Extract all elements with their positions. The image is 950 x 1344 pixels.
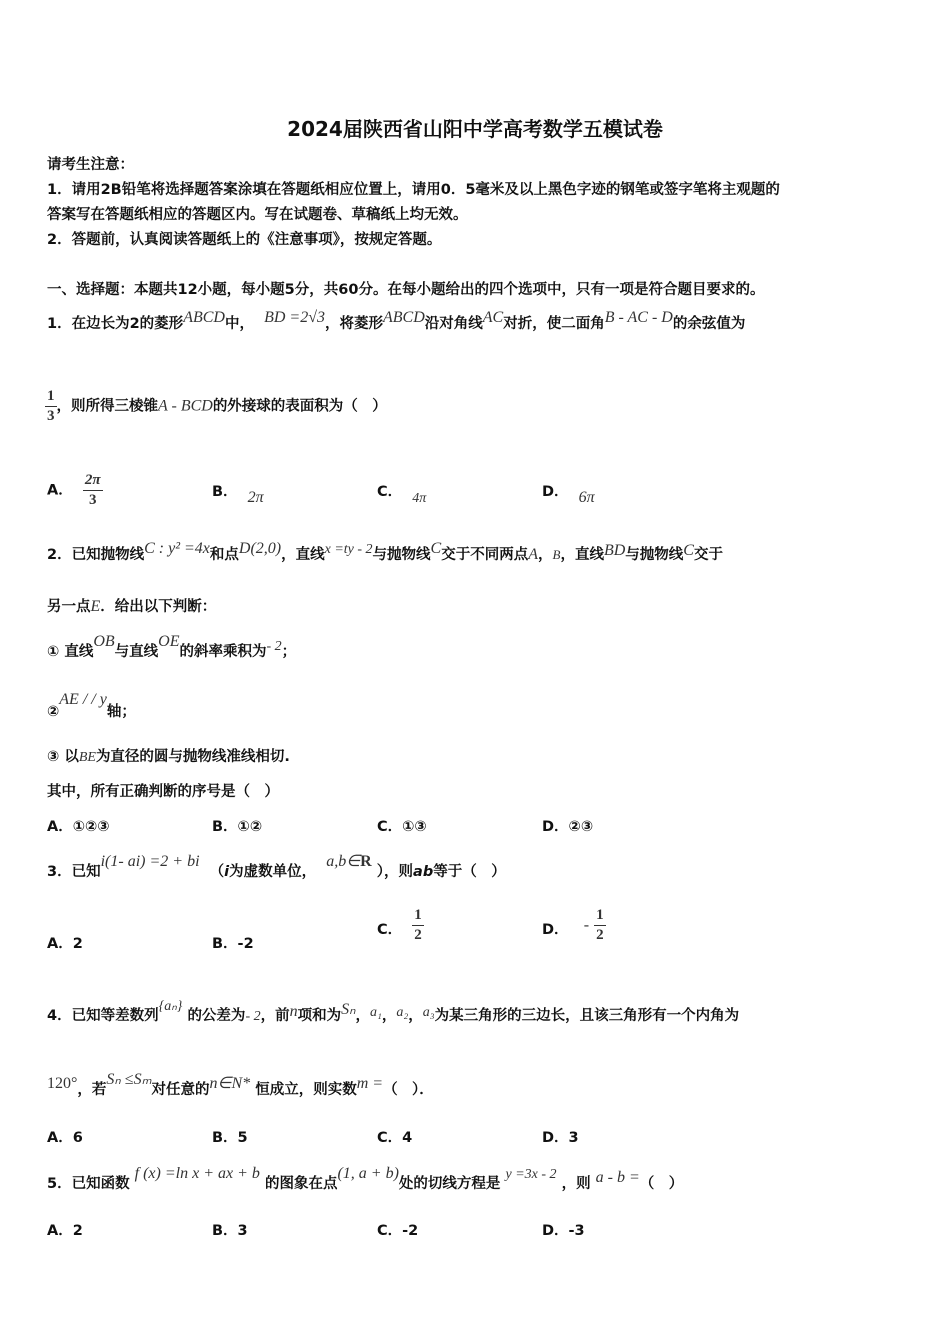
q1-option-d[interactable]: D． 6π xyxy=(542,484,595,506)
q3-option-a[interactable]: A．2 xyxy=(47,936,83,952)
notice-line-1b: 答案写在答题纸相应的答题区内。写在试题卷、草稿纸上均无效。 xyxy=(47,207,468,223)
q2-math: D(2,0) xyxy=(238,540,282,557)
q4-stem-line1: 4．已知等差数列{aₙ} 的公差为- 2，前n项和为Sₙ，a₁，a₂，a₃为某三角形的三边长，且该三角形有一个内角为 xyxy=(47,999,740,1024)
q3-option-d-fraction: $\frac{1}{2}$ xyxy=(596,907,604,943)
q1-math: BD =2√3 xyxy=(264,309,325,326)
q1-text: 对折，使二面角 xyxy=(503,316,605,332)
q1-math: ABCD xyxy=(382,309,425,326)
q4-option-a[interactable]: A．6 xyxy=(47,1130,83,1146)
q1-text: 沿对角线 xyxy=(424,316,483,332)
q5-option-d[interactable]: D．-3 xyxy=(542,1223,585,1239)
q5-math: a - b = xyxy=(595,1169,640,1186)
q5-option-a[interactable]: A．2 xyxy=(47,1223,83,1239)
q3-option-c-fraction: $\frac{1}{2}$ xyxy=(414,907,422,943)
q2-math: C xyxy=(430,540,442,557)
q4-math: {aₙ} xyxy=(158,999,183,1014)
q2-math: C xyxy=(683,542,694,559)
q5-option-c[interactable]: C．-2 xyxy=(377,1223,419,1239)
q1-stem-line1 xyxy=(47,309,746,333)
q2-judgment-3: ③ 以BE为直径的圆与抛物线准线相切. xyxy=(47,749,290,765)
q2-math: C : y² =4x xyxy=(144,540,210,557)
q2-judgment-1: ① 直线OB与直线OE的斜率乘积为- 2； xyxy=(47,633,297,660)
q3-math: a,b∈ xyxy=(326,853,361,870)
q3-option-d[interactable]: D． - $\frac{1}{2}$ xyxy=(542,907,604,943)
q1-math: B - AC - D xyxy=(604,309,673,326)
q4-option-b[interactable]: B．5 xyxy=(212,1130,248,1146)
q4-stem-line2: 120°，若Sₙ ≤Sₘ对任意的n∈N* 恒成立，则实数m =（ ）． xyxy=(47,1071,434,1098)
q3-math: i(1- ai) =2 + bi xyxy=(100,853,200,870)
q5-math: f (x) =ln x + ax + b xyxy=(134,1165,260,1182)
section-heading: 一、选择题：本题共12小题，每小题5分，共60分。在每小题给出的四个选项中，只有一项是符合题目要求的。 xyxy=(47,282,765,298)
q1-text: 中， xyxy=(224,316,254,332)
q5-math: (1, a + b) xyxy=(337,1165,399,1182)
q1-math: A - BCD xyxy=(158,397,213,415)
q2-stem-line2: 另一点E．给出以下判断： xyxy=(47,598,217,615)
notice-line-2: 2．答题前，认真阅读答题纸上的《注意事项》，按规定答题。 xyxy=(47,232,442,248)
q3-option-b[interactable]: B．-2 xyxy=(212,936,254,952)
q2-judgment-2: ②AE / / y轴； xyxy=(47,691,136,720)
q1-text: 的外接球的表面积为（ ） xyxy=(212,398,387,415)
q2-option-c[interactable]: C．①③ xyxy=(377,819,427,835)
q1-text: 的余弦值为 xyxy=(672,316,746,332)
q1-text: ，则所得三棱锥 xyxy=(56,398,158,415)
q1-text: ，将菱形 xyxy=(324,316,383,332)
q1-text: 1．在边长为2的菱形 xyxy=(47,316,184,332)
q2-ask: 其中，所有正确判断的序号是（ ） xyxy=(47,784,279,800)
q1-math: ABCD xyxy=(183,309,225,326)
q1-cosine-fraction: $\frac{1}{3}$ xyxy=(47,388,55,424)
q1-option-c[interactable]: C． 4π xyxy=(377,484,427,506)
q1-option-a[interactable]: A． $\frac{2\pi}{3}$ xyxy=(47,472,101,508)
q2-option-b[interactable]: B．①② xyxy=(212,819,263,835)
q2-stem-line1: 2．已知抛物线C : y² =4x和点D(2,0)，直线x =ty - 2与抛物线C交于不同两点A，B，直线BD与抛物线C交于 xyxy=(47,540,723,563)
q2-math: A xyxy=(528,546,538,563)
notice-heading: 请考生注意： xyxy=(47,157,134,173)
q1-math: AC xyxy=(482,309,504,326)
q4-option-c[interactable]: C．4 xyxy=(377,1130,413,1146)
q2-math: E xyxy=(90,598,101,615)
q1-option-b[interactable]: B． 2π xyxy=(212,484,264,506)
q5-math: y =3x - 2 xyxy=(505,1167,557,1182)
q3-stem: 3．已知i(1- ai) =2 + bi （i为虚数单位， a,b∈R ），则ab等于（ ） xyxy=(47,853,506,880)
q3-option-c[interactable]: C． $\frac{1}{2}$ xyxy=(377,907,422,943)
q5-stem: 5．已知函数 f (x) =ln x + ax + b 的图象在点(1, a + b)处的切线方程是 y =3x - 2 ，则 a - b =（ ） xyxy=(47,1165,684,1192)
q2-option-d[interactable]: D．②③ xyxy=(542,819,594,835)
q1-option-a-fraction: $\frac{2\pi}{3}$ xyxy=(84,472,101,508)
q2-math: x =ty - 2 xyxy=(324,542,373,557)
q1-stem-line2 xyxy=(45,388,387,425)
q2-math: BD xyxy=(603,542,626,559)
page-title: 2024届陕西省山阳中学高考数学五模试卷 xyxy=(287,117,663,141)
notice-line-1: 1．请用2B铅笔将选择题答案涂填在答题纸相应位置上，请用0．5毫米及以上黑色字迹的钢笔或签字笔将主观题的 xyxy=(47,182,780,198)
q2-option-a[interactable]: A．①②③ xyxy=(47,819,110,835)
q2-math: B xyxy=(552,547,561,562)
q4-option-d[interactable]: D．3 xyxy=(542,1130,579,1146)
q5-option-b[interactable]: B．3 xyxy=(212,1223,248,1239)
